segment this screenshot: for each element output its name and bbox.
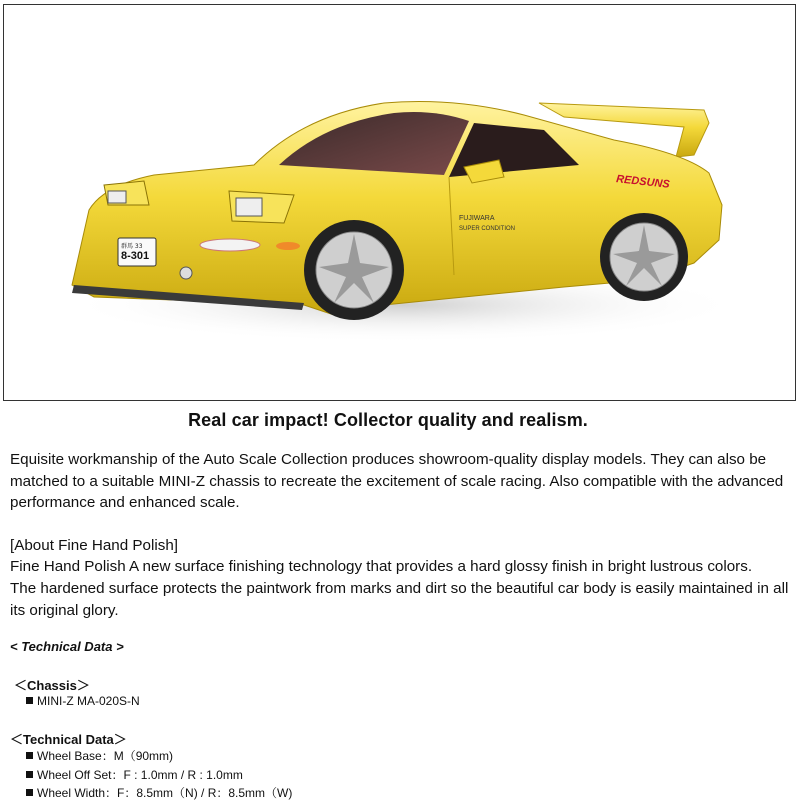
spec-item-wheel-offset [26,766,243,783]
license-plate-top: 群馬 33 [121,243,143,250]
car-illustration [4,5,795,400]
spec-text: Wheel Base：M（90mm) [37,749,174,763]
technical-data-heading: ＜Technical Data＞ [10,732,127,747]
spec-text: Wheel Off Set：F : 1.0mm / R : 1.0mm [37,768,243,782]
front-wheel [304,220,404,320]
technical-data-title: < Technical Data > [10,639,124,654]
redsuns-decal: REDSUNS [615,173,671,191]
product-photo [3,4,796,401]
rear-wheel [600,213,688,301]
license-plate-number: 8-301 [121,250,150,262]
intro-paragraph: Equisite workmanship of the Auto Scale Collection produces showroom-quality display models. They can also be matched to a suitable MINI-Z chassis to recreate the excitement of scale racing. Also compatible with the advanced performance and enhanced scale. [10,451,784,512]
fine-polish-line-1: Fine Hand Polish A new surface finishing technology that provides a hard glossy finish in bright lustrous colors. [10,558,753,576]
bullet-square-icon [26,771,33,778]
chassis-item [26,694,140,708]
chassis-value: MINI-Z MA-020S-N [37,694,140,708]
spec-item-wheel-width [26,784,292,801]
svg-text:FUJIWARA: FUJIWARA [459,215,495,222]
description [10,449,790,621]
fine-polish-heading: [About Fine Hand Polish] [10,536,179,554]
bullet-square-icon [26,697,33,704]
spec-item-wheel-base [26,747,173,764]
bullet-square-icon [26,789,33,796]
chassis-heading: ＜Chassis＞ [14,678,90,693]
spec-text: Wheel Width：F：8.5mm（N) / R：8.5mm（W) [37,786,293,800]
headline: Real car impact! Collector quality and realism. [188,410,588,430]
fine-polish-line-2: The hardened surface protects the paintwork from marks and dirt so the beautiful car body is easily maintained in all its original glory. [10,579,789,619]
svg-text:SUPER CONDITION: SUPER CONDITION [459,226,516,232]
bullet-square-icon [26,752,33,759]
